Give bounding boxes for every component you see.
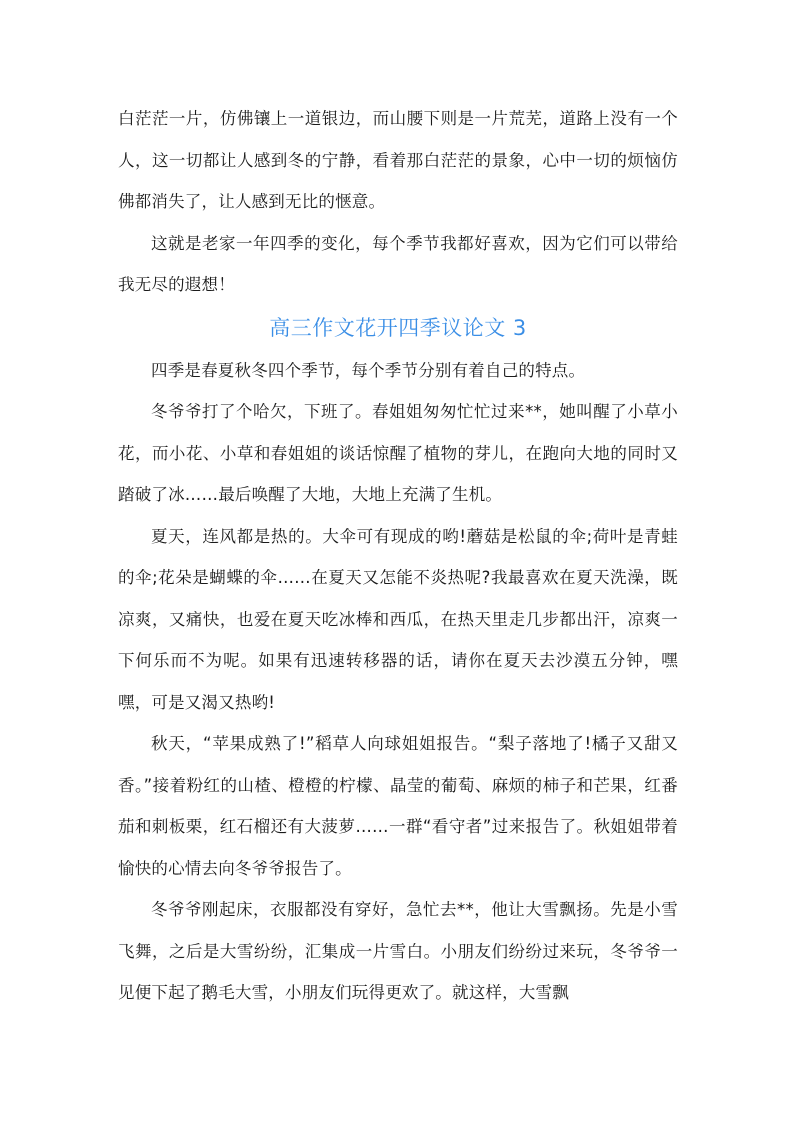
paragraph-winter-continuation: 白茫茫一片，仿佛镶上一道银边，而山腰下则是一片荒芜，道路上没有一个人，这一切都让人感到冬的宁静，看着那白茫茫的景象，心中一切的烦恼仿佛都消失了，让人感到无比的惬意。	[118, 109, 678, 211]
paragraph-spring: 冬爷爷打了个哈欠，下班了。春姐姐匆匆忙忙过来**，她叫醒了小草小花，而小花、小草和春姐姐的谈话惊醒了植物的芽儿，在跑向大地的同时又踏破了冰……最后唤醒了大地，大地上充满了生机。	[118, 402, 678, 504]
document-page	[118, 98, 678, 1014]
paragraph-summer: 夏天，连风都是热的。大伞可有现成的哟!蘑菇是松鼠的伞;荷叶是青蛙的伞;花朵是蝴蝶的伞……在夏天又怎能不炎热呢?我最喜欢在夏天洗澡，既凉爽，又痛快，也爱在夏天吃冰棒和西瓜，在热天里走几步都出汗，凉爽一下何乐而不为呢。如果有迅速转移器的话，请你在夏天去沙漠五分钟，嘿嘿，可是又渴又热哟!	[118, 526, 678, 712]
paragraph-conclusion: 这就是老家一年四季的变化，每个季节我都好喜欢，因为它们可以带给我无尽的遐想！	[118, 233, 678, 294]
paragraph-intro: 四季是春夏秋冬四个季节，每个季节分别有着自己的特点。	[151, 360, 586, 380]
paragraph-winter: 冬爷爷刚起床，衣服都没有穿好，急忙去**，他让大雪飘扬。先是小雪飞舞，之后是大雪纷纷，汇集成一片雪白。小朋友们纷纷过来玩，冬爷爷一见便下起了鹅毛大雪，小朋友们玩得更欢了。就这样，大雪飘	[118, 900, 678, 1002]
paragraph-autumn: 秋天，“苹果成熟了!”稻草人向球姐姐报告。“梨子落地了!橘子又甜又香。”接着粉红的山楂、橙橙的柠檬、晶莹的葡萄、麻烦的柿子和芒果，红番茄和刺板栗，红石榴还有大菠萝……一群“看守者”过来报告了。秋姐姐带着愉快的心情去向冬爷爷报告了。	[118, 734, 678, 878]
section-title: 高三作文花开四季议论文 3	[269, 315, 527, 340]
